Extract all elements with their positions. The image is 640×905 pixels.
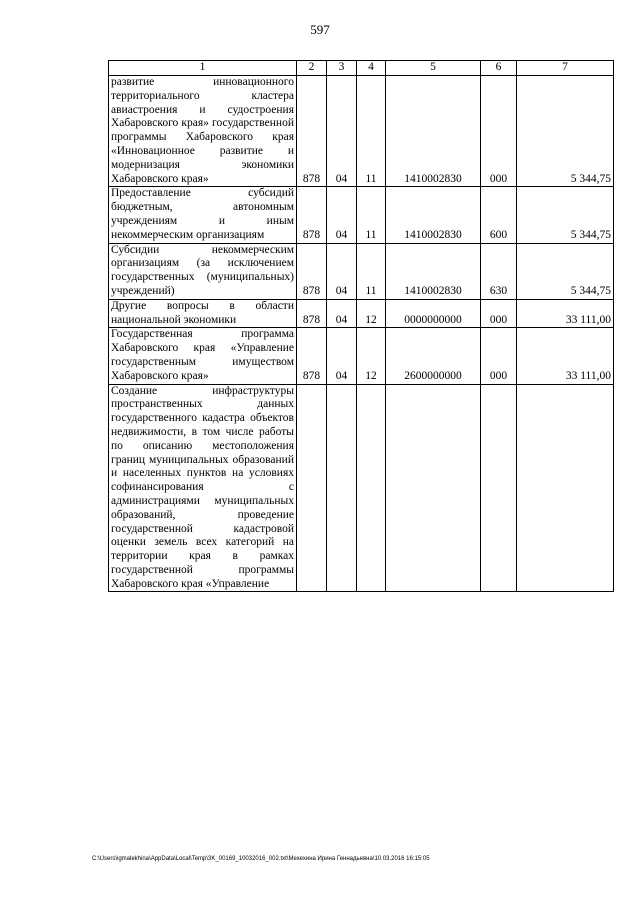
budget-table [108, 60, 614, 592]
row-ministry-code: 878 [297, 243, 327, 299]
row-section: 04 [327, 328, 357, 384]
header-col-1: 1 [109, 61, 297, 76]
row-amount: 33 111,00 [517, 299, 614, 328]
row-target-article: 1410002830 [386, 76, 481, 187]
table-row [109, 243, 614, 299]
row-amount: 5 344,75 [517, 243, 614, 299]
row-name: Предоставление субсидий бюджетным, автономным учреждениям и иным некоммерческим организациям [109, 187, 297, 243]
row-subsection: 11 [357, 243, 386, 299]
row-ministry-code: 878 [297, 187, 327, 243]
row-ministry-code: 878 [297, 299, 327, 328]
row-expense-type: 600 [481, 187, 517, 243]
table-row [109, 187, 614, 243]
row-ministry-code [297, 384, 327, 592]
row-target-article: 2600000000 [386, 328, 481, 384]
file-path-footer: C:\Users\igmalekhina\AppData\Local\Temp\3K_00169_10032016_002.txt\Мехехина Ирина Геннадьевна\10.03.2016 16:15:05 [92, 856, 430, 862]
header-col-3: 3 [327, 61, 357, 76]
row-subsection: 11 [357, 76, 386, 187]
row-amount [517, 384, 614, 592]
table-row [109, 76, 614, 187]
row-amount: 33 111,00 [517, 328, 614, 384]
row-name: Создание инфраструктуры пространственных данных государственного кадастра объектов недвижимости, в том числе работы по описанию местоположения границ муниципальных образований и населенных пунктов на условиях софинансирования с администрациями муниципальных образований, проведение государственной кадастровой оценки земель всех категорий на территории края в рамках государственной программы Хабаровского края «Управление [109, 384, 297, 592]
row-section: 04 [327, 76, 357, 187]
header-col-5: 5 [386, 61, 481, 76]
row-target-article [386, 384, 481, 592]
header-col-6: 6 [481, 61, 517, 76]
row-expense-type [481, 384, 517, 592]
row-amount: 5 344,75 [517, 76, 614, 187]
row-subsection: 12 [357, 328, 386, 384]
row-target-article: 0000000000 [386, 299, 481, 328]
row-subsection [357, 384, 386, 592]
page-number: 597 [310, 22, 330, 37]
row-target-article: 1410002830 [386, 187, 481, 243]
header-col-7: 7 [517, 61, 614, 76]
row-target-article: 1410002830 [386, 243, 481, 299]
row-subsection: 11 [357, 187, 386, 243]
row-expense-type: 000 [481, 328, 517, 384]
row-expense-type: 000 [481, 76, 517, 187]
table-row [109, 384, 614, 592]
row-name: Государственная программа Хабаровского края «Управление государственным имуществом Хабаровского края» [109, 328, 297, 384]
header-col-2: 2 [297, 61, 327, 76]
row-expense-type: 000 [481, 299, 517, 328]
table-row [109, 328, 614, 384]
row-ministry-code: 878 [297, 76, 327, 187]
row-expense-type: 630 [481, 243, 517, 299]
row-amount: 5 344,75 [517, 187, 614, 243]
row-name: Субсидии некоммерческим организациям (за исключением государственных (муниципальных) учреждений) [109, 243, 297, 299]
row-section: 04 [327, 243, 357, 299]
row-section: 04 [327, 299, 357, 328]
table-row [109, 299, 614, 328]
row-section [327, 384, 357, 592]
row-name: Другие вопросы в области национальной экономики [109, 299, 297, 328]
row-ministry-code: 878 [297, 328, 327, 384]
header-row [109, 61, 614, 76]
row-section: 04 [327, 187, 357, 243]
row-name: развитие инновационного территориального кластера авиастроения и судостроения Хабаровского края» государственной программы Хабаровского края «Инновационное развитие и модернизация экономики Хабаровского края» [109, 76, 297, 187]
header-col-4: 4 [357, 61, 386, 76]
row-subsection: 12 [357, 299, 386, 328]
